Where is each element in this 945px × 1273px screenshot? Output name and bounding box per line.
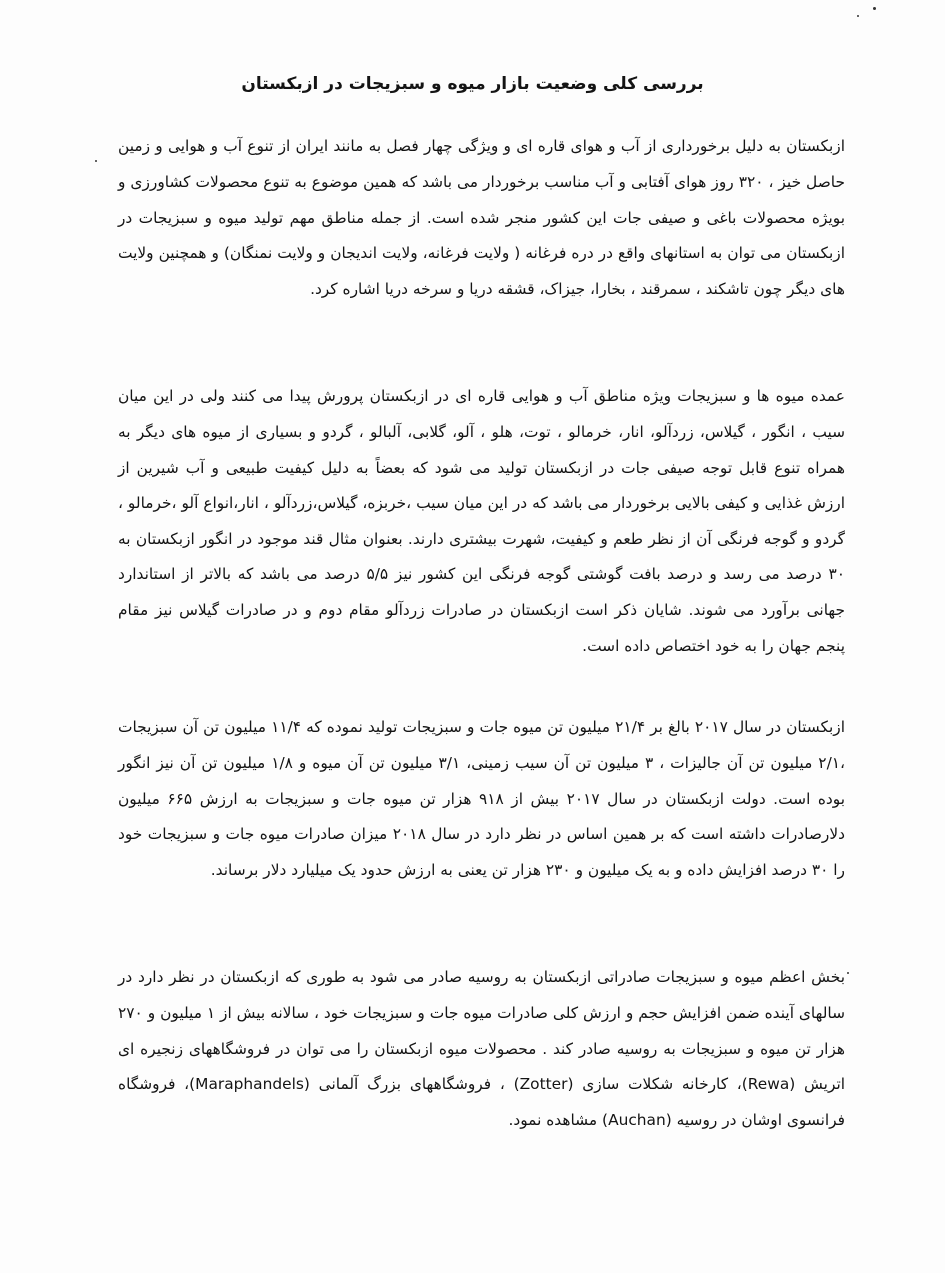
paragraph-products: عمده میوه ها و سبزیجات ویژه مناطق آب و هوایی قاره ای در ازبکستان پرورش پیدا می کنند ولی در این میان سیب ، انگور ، گیلاس، زردآلو، انار، خرمالو ، توت، هلو ، آلو، گلابی، آلبالو ، گردو و بسیاری از میوه های دیگر به همراه تنوع قابل توجه صیفی جات در ازبکستان تولید می شود که بعضاً به دلیل کیفیت طبیعی و آب شیرین از ارزش غذایی و کیفی بالایی برخوردار می باشد که در این میان سیب ،خربزه، گیلاس،زردآلو ، انار،انواع آلو ،خرمالو ، گردو و گوجه فرنگی آن از نظر طعم و کیفیت، شهرت بیشتری دارند. بعنوان مثال قند موجود در انگور ازبکستان به ۳۰ درصد می رسد و درصد بافت گوشتی گوجه فرنگی این کشور نیز ۵/۵ درصد می باشد که بالاتر از استاندارد جهانی برآورد می شوند. شایان ذکر است ازبکستان در صادرات زردآلو مقام دوم و در صادرات گیلاس نیز مقام پنجم جهان را به خود اختصاص داده است. bbox=[118, 387, 845, 655]
document-title: بررسی کلی وضعیت بازار میوه و سبزیجات در ازبکستان bbox=[241, 74, 704, 94]
scan-speck bbox=[847, 972, 849, 974]
scan-speck bbox=[873, 7, 876, 10]
paragraph-regions: ازبکستان به دلیل برخورداری از آب و هوای قاره ای و ویژگی چهار فصل به مانند ایران از تنوع آب و هوایی و زمین حاصل خیز ، ۳۲۰ روز هوای آفتابی و آب مناسب برخوردار می باشد که همین موضوع به تنوع محصولات کشاورزی و بویژه محصولات باغی و صیفی جات این کشور منجر شده است. از جمله مناطق مهم تولید میوه و سبزیجات در ازبکستان می توان به استانهای واقع در دره فرغانه ( ولایت فرغانه، ولایت اندیجان و ولایت نمنگان) و همچنین ولایت های دیگر چون تاشکند ، سمرقند ، بخارا، جیزاک، قشقه دریا و سرخه دریا اشاره کرد. bbox=[118, 137, 845, 298]
paragraph-exports: بخش اعظم میوه و سبزیجات صادراتی ازبکستان به روسیه صادر می شود به طوری که ازبکستان در نظر دارد در سالهای آینده ضمن افزایش حجم و ارزش کلی صادرات میوه جات و سبزیجات خود ، سالانه بیش از ۱ میلیون و ۲۷۰ هزار تن میوه و سبزیجات به روسیه صادر کند . محصولات میوه ازبکستان را می توان در فروشگاههای زنجیره ای اتریش (Rewa)، کارخانه شکلات سازی (Zotter) ، فروشگاههای بزرگ آلمانی (Maraphandels)، فروشگاه فرانسوی اوشان در روسیه (Auchan) مشاهده نمود. bbox=[118, 968, 845, 1129]
paragraph-production-stats: ازبکستان در سال ۲۰۱۷ بالغ بر ۲۱/۴ میلیون تن میوه جات و سبزیجات تولید نموده که ۱۱/۴ میلیون تن آن سبزیجات ،۲/۱ میلیون تن آن جالیزات ، ۳ میلیون تن آن سیب زمینی، ۳/۱ میلیون تن آن میوه و ۱/۸ میلیون تن آن نیز انگور بوده است. دولت ازبکستان در سال ۲۰۱۷ بیش از ۹۱۸ هزار تن میوه جات و سبزیجات به ارزش ۶۶۵ میلیون دلارصادرات داشته است که بر همین اساس در نظر دارد در سال ۲۰۱۸ میزان صادرات میوه جات و سبزیجات خود را ۳۰ درصد افزایش داده و به یک میلیون و ۲۳۰ هزار تن یعنی به ارزش حدود یک میلیارد دلار برساند. bbox=[118, 718, 846, 879]
scan-speck bbox=[857, 15, 859, 17]
scan-speck bbox=[95, 160, 97, 162]
